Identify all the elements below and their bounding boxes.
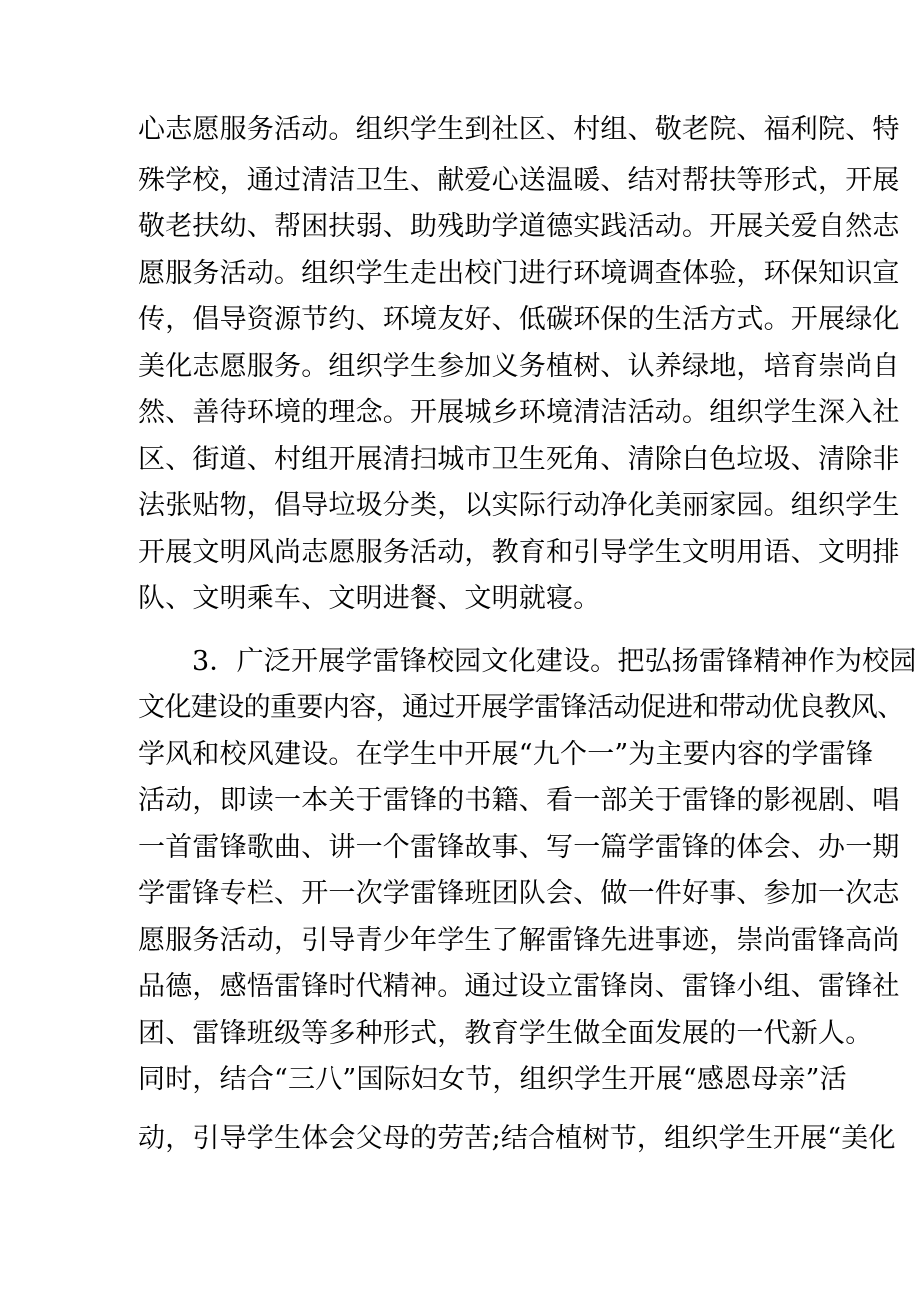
- text-line: 愿服务活动，引导青少年学生了解雷锋先进事迹，崇尚雷锋高尚: [138, 925, 900, 956]
- text-line: 团、雷锋班级等多种形式，教育学生做全面发展的一代新人。: [138, 1018, 873, 1049]
- text-line: 区、街道、村组开展清扫城市卫生死角、清除白色垃圾、清除非: [138, 444, 900, 475]
- text-line: 品德，感悟雷锋时代精神。通过设立雷锋岗、雷锋小组、雷锋社: [138, 971, 900, 1002]
- text-line: 队、文明乘车、文明进餐、文明就寝。: [138, 583, 601, 614]
- text-line: 学雷锋专栏、开一次学雷锋班团队会、做一件好事、参加一次志: [138, 878, 900, 909]
- text-line: 殊学校，通过清洁卫生、献爱心送温暖、结对帮扶等形式，开展: [138, 165, 900, 196]
- text-line: 活动，即读一本关于雷锋的书籍、看一部关于雷锋的影视剧、唱: [138, 785, 900, 816]
- text-line: 传，倡导资源节约、环境友好、低碳环保的生活方式。开展绿化: [138, 304, 900, 335]
- text-line: 文化建设的重要内容，通过开展学雷锋活动促进和带动优良教风、: [138, 692, 904, 723]
- text-line: 愿服务活动。组织学生走出校门进行环境调查体验，环保知识宣: [138, 258, 900, 289]
- text-line: 心志愿服务活动。组织学生到社区、村组、敬老院、福利院、特: [138, 114, 900, 145]
- text-line: 同时，结合“三八”国际妇女节，组织学生开展“感恩母亲”活: [138, 1064, 847, 1095]
- text-line: 一首雷锋歌曲、讲一个雷锋故事、写一篇学雷锋的体会、办一期: [138, 832, 900, 863]
- paragraph-heading-line: 3．广泛开展学雷锋校园文化建设。把弘扬雷锋精神作为校园: [192, 646, 917, 677]
- text-line: 然、善待环境的理念。开展城乡环境清洁活动。组织学生深入社: [138, 397, 900, 428]
- text-line: 美化志愿服务。组织学生参加义务植树、认养绿地，培育崇尚自: [138, 351, 900, 382]
- text-line: 学风和校风建设。在学生中开展“九个一”为主要内容的学雷锋: [138, 739, 874, 770]
- text-line: 敬老扶幼、帮困扶弱、助残助学道德实践活动。开展关爱自然志: [138, 211, 900, 242]
- text-line: 动，引导学生体会父母的劳苦;结合植树节，组织学生开展“美化: [138, 1123, 896, 1154]
- text-line: 开展文明风尚志愿服务活动，教育和引导学生文明用语、文明排: [138, 537, 900, 568]
- text-line: 法张贴物，倡导垃圾分类，以实际行动净化美丽家园。组织学生: [138, 490, 900, 521]
